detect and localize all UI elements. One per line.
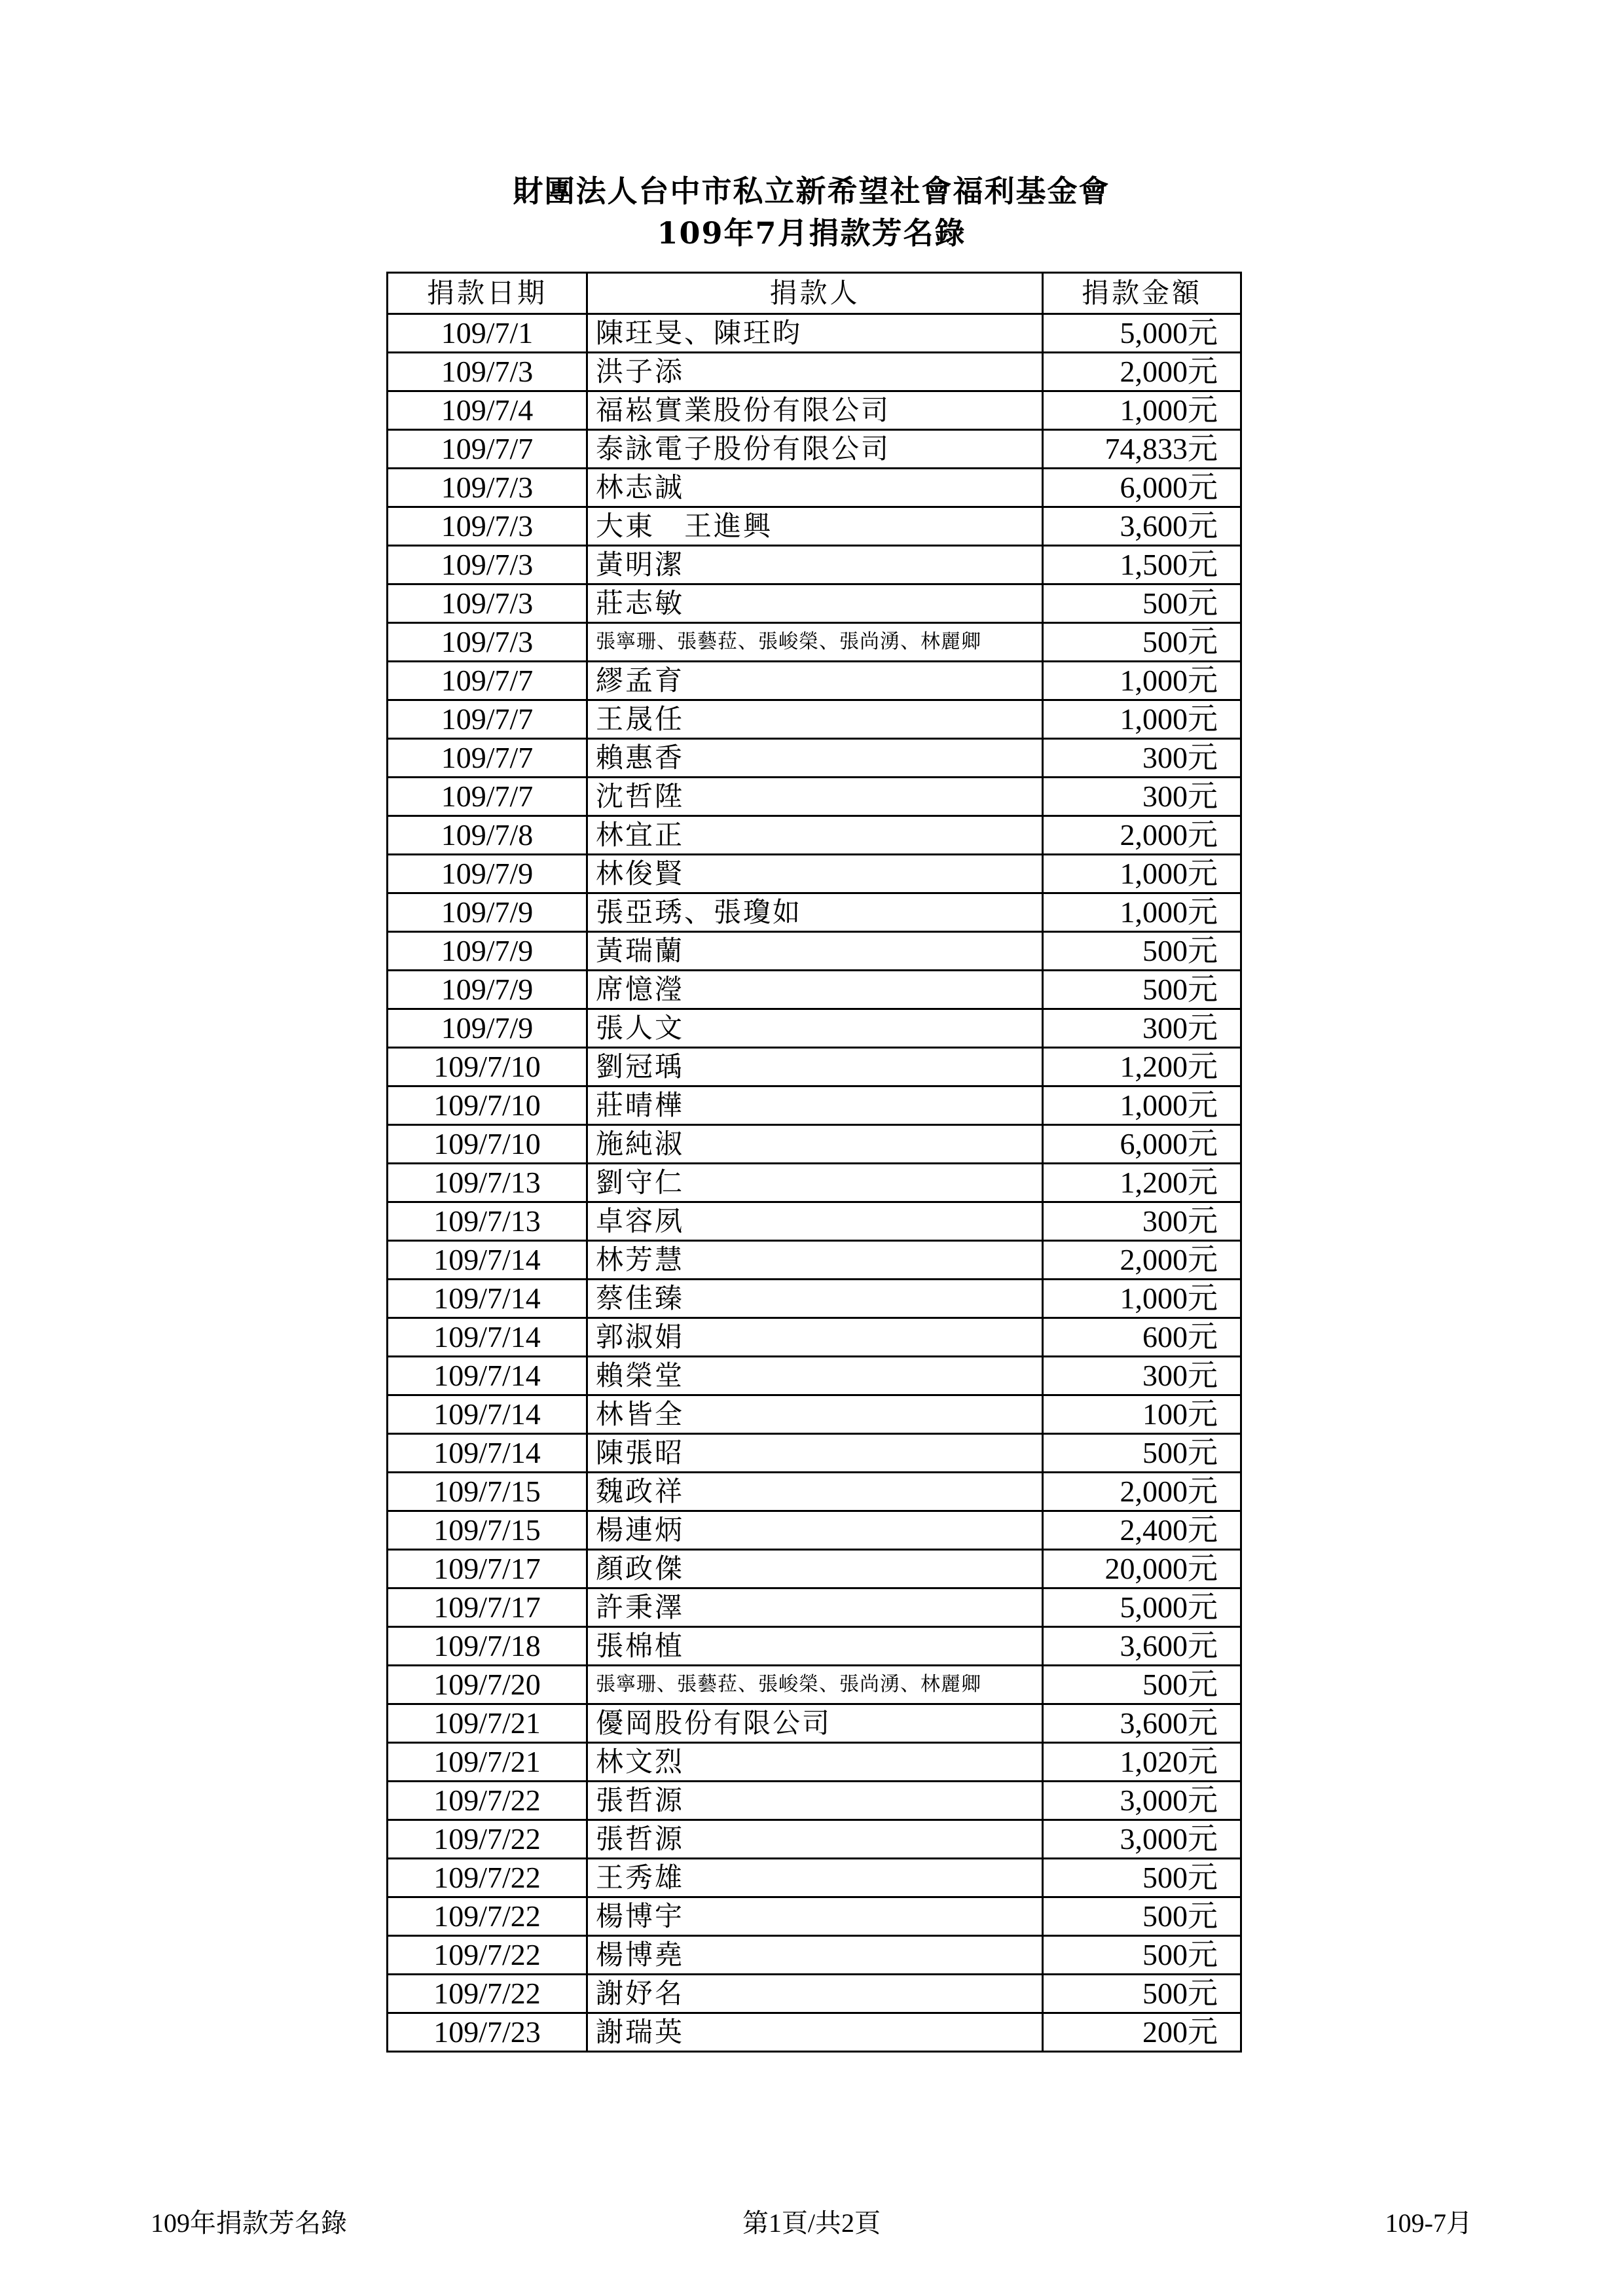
donation-amount: 1,000元 (1043, 1086, 1241, 1125)
donor-name: 林俊賢 (587, 855, 1043, 893)
donation-amount: 1,200元 (1043, 1048, 1241, 1086)
table-row (388, 1897, 1241, 1936)
donor-name: 黃明潔 (587, 546, 1043, 584)
donor-name: 陳張昭 (587, 1434, 1043, 1473)
table-row (388, 778, 1241, 816)
donor-name: 郭淑娟 (587, 1318, 1043, 1357)
donor-name: 劉冠瑀 (587, 1048, 1043, 1086)
table-row (388, 855, 1241, 893)
donation-date: 109/7/14 (388, 1357, 587, 1395)
table-row (388, 1164, 1241, 1202)
donor-name: 王晟任 (587, 700, 1043, 739)
donation-amount: 5,000元 (1043, 1588, 1241, 1627)
donation-date: 109/7/14 (388, 1280, 587, 1318)
donation-date: 109/7/23 (388, 2013, 587, 2052)
donation-amount: 6,000元 (1043, 469, 1241, 507)
table-body (388, 314, 1241, 2052)
donation-date: 109/7/14 (388, 1241, 587, 1280)
donation-date: 109/7/4 (388, 391, 587, 430)
table-row (388, 1357, 1241, 1395)
donor-name: 福崧實業股份有限公司 (587, 391, 1043, 430)
table-row (388, 1473, 1241, 1511)
table-row (388, 430, 1241, 469)
table-row (388, 546, 1241, 584)
donor-name: 洪子添 (587, 353, 1043, 391)
table-row (388, 1048, 1241, 1086)
donation-date: 109/7/22 (388, 1975, 587, 2013)
donation-date: 109/7/7 (388, 700, 587, 739)
table-row (388, 1820, 1241, 1859)
donor-name: 許秉澤 (587, 1588, 1043, 1627)
donor-name: 謝妤名 (587, 1975, 1043, 2013)
donation-date: 109/7/9 (388, 932, 587, 971)
donation-date: 109/7/15 (388, 1511, 587, 1550)
donation-date: 109/7/22 (388, 1859, 587, 1897)
donation-date: 109/7/3 (388, 546, 587, 584)
donation-date: 109/7/3 (388, 623, 587, 662)
donor-name: 王秀雄 (587, 1859, 1043, 1897)
donation-date: 109/7/21 (388, 1743, 587, 1782)
donation-date: 109/7/9 (388, 855, 587, 893)
donation-date: 109/7/20 (388, 1666, 587, 1704)
table-row (388, 1588, 1241, 1627)
donor-name: 林志誠 (587, 469, 1043, 507)
donor-name: 顏政傑 (587, 1550, 1043, 1588)
donation-amount: 300元 (1043, 778, 1241, 816)
table-row (388, 1318, 1241, 1357)
donation-amount: 74,833元 (1043, 430, 1241, 469)
table-row (388, 469, 1241, 507)
table-row (388, 507, 1241, 546)
donation-date: 109/7/13 (388, 1202, 587, 1241)
donation-date: 109/7/8 (388, 816, 587, 855)
table-row (388, 1202, 1241, 1241)
donor-name: 楊博堯 (587, 1936, 1043, 1975)
donation-date: 109/7/15 (388, 1473, 587, 1511)
donor-name: 泰詠電子股份有限公司 (587, 430, 1043, 469)
donation-date: 109/7/7 (388, 739, 587, 778)
table-row (388, 1859, 1241, 1897)
donation-date: 109/7/3 (388, 469, 587, 507)
table-row (388, 1395, 1241, 1434)
donation-amount: 500元 (1043, 932, 1241, 971)
donation-amount: 1,000元 (1043, 662, 1241, 700)
donation-amount: 1,000元 (1043, 855, 1241, 893)
donation-amount: 3,000元 (1043, 1820, 1241, 1859)
donor-name: 劉守仁 (587, 1164, 1043, 1202)
donation-amount: 2,000元 (1043, 1241, 1241, 1280)
donation-date: 109/7/9 (388, 1009, 587, 1048)
donor-name: 繆孟育 (587, 662, 1043, 700)
donation-date: 109/7/3 (388, 584, 587, 623)
donation-amount: 500元 (1043, 1859, 1241, 1897)
donation-date: 109/7/7 (388, 430, 587, 469)
donor-name: 張寧珊、張藝菈、張峻榮、張尚湧、林麗卿 (587, 623, 1043, 662)
donation-amount: 3,600元 (1043, 507, 1241, 546)
donation-amount: 20,000元 (1043, 1550, 1241, 1588)
donor-name: 林宜正 (587, 816, 1043, 855)
header-date: 捐款日期 (388, 273, 587, 314)
donation-date: 109/7/7 (388, 778, 587, 816)
donor-name: 林芳慧 (587, 1241, 1043, 1280)
table-row (388, 1936, 1241, 1975)
donation-amount: 500元 (1043, 1897, 1241, 1936)
table-row (388, 623, 1241, 662)
donation-amount: 500元 (1043, 1936, 1241, 1975)
donor-name: 席憶瀅 (587, 971, 1043, 1009)
donation-amount: 5,000元 (1043, 314, 1241, 353)
table-row (388, 1743, 1241, 1782)
donation-amount: 3,600元 (1043, 1627, 1241, 1666)
donation-amount: 1,020元 (1043, 1743, 1241, 1782)
donor-name: 莊志敏 (587, 584, 1043, 623)
donation-amount: 300元 (1043, 1202, 1241, 1241)
donation-amount: 3,600元 (1043, 1704, 1241, 1743)
donation-date: 109/7/22 (388, 1820, 587, 1859)
donation-amount: 200元 (1043, 2013, 1241, 2052)
donor-name: 賴惠香 (587, 739, 1043, 778)
donation-date: 109/7/17 (388, 1550, 587, 1588)
donation-date: 109/7/22 (388, 1782, 587, 1820)
donation-amount: 2,400元 (1043, 1511, 1241, 1550)
donor-name: 張哲源 (587, 1782, 1043, 1820)
donation-amount: 2,000元 (1043, 1473, 1241, 1511)
table-row (388, 1009, 1241, 1048)
donor-name: 楊連炳 (587, 1511, 1043, 1550)
donor-name: 蔡佳臻 (587, 1280, 1043, 1318)
donation-amount: 6,000元 (1043, 1125, 1241, 1164)
table-row (388, 1434, 1241, 1473)
donation-date: 109/7/10 (388, 1086, 587, 1125)
donation-amount: 300元 (1043, 1009, 1241, 1048)
table-row (388, 893, 1241, 932)
donation-amount: 500元 (1043, 1666, 1241, 1704)
table-row (388, 2013, 1241, 2052)
table-header-row (388, 273, 1241, 314)
donation-date: 109/7/18 (388, 1627, 587, 1666)
donation-amount: 600元 (1043, 1318, 1241, 1357)
donor-name: 張人文 (587, 1009, 1043, 1048)
donation-date: 109/7/10 (388, 1125, 587, 1164)
table-row (388, 1627, 1241, 1666)
donation-date: 109/7/3 (388, 507, 587, 546)
donor-name: 謝瑞英 (587, 2013, 1043, 2052)
header-amount: 捐款金額 (1043, 273, 1241, 314)
donor-name: 陳玨旻、陳玨昀 (587, 314, 1043, 353)
donation-amount: 300元 (1043, 1357, 1241, 1395)
donation-date: 109/7/9 (388, 971, 587, 1009)
donation-amount: 1,200元 (1043, 1164, 1241, 1202)
donor-name: 林文烈 (587, 1743, 1043, 1782)
donation-amount: 1,000元 (1043, 391, 1241, 430)
table-row (388, 1782, 1241, 1820)
donor-name: 楊博宇 (587, 1897, 1043, 1936)
donation-date: 109/7/14 (388, 1318, 587, 1357)
donation-amount: 2,000元 (1043, 816, 1241, 855)
donation-date: 109/7/21 (388, 1704, 587, 1743)
table-row (388, 700, 1241, 739)
donor-name: 莊晴樺 (587, 1086, 1043, 1125)
table-row (388, 1704, 1241, 1743)
table-row (388, 1975, 1241, 2013)
donation-amount: 1,000元 (1043, 1280, 1241, 1318)
table-row (388, 1511, 1241, 1550)
donation-date: 109/7/9 (388, 893, 587, 932)
donation-date: 109/7/22 (388, 1897, 587, 1936)
donation-date: 109/7/14 (388, 1434, 587, 1473)
donation-amount: 500元 (1043, 1434, 1241, 1473)
donation-amount: 1,000元 (1043, 893, 1241, 932)
donor-name: 大東 王進興 (587, 507, 1043, 546)
donor-name: 黃瑞蘭 (587, 932, 1043, 971)
donor-name: 賴榮堂 (587, 1357, 1043, 1395)
table-row (388, 1241, 1241, 1280)
document-subtitle: 109年7月捐款芳名錄 (657, 215, 966, 251)
footer-period: 109-7月 (1385, 2208, 1472, 2238)
document-title: 財團法人台中市私立新希望社會福利基金會 (513, 173, 1110, 209)
donation-amount: 500元 (1043, 584, 1241, 623)
donation-amount: 1,500元 (1043, 546, 1241, 584)
donation-amount: 300元 (1043, 739, 1241, 778)
table-row (388, 971, 1241, 1009)
table-row (388, 816, 1241, 855)
donation-amount: 2,000元 (1043, 353, 1241, 391)
donation-date: 109/7/7 (388, 662, 587, 700)
table-row (388, 662, 1241, 700)
donor-name: 卓容夙 (587, 1202, 1043, 1241)
donor-name: 張寧珊、張藝菈、張峻榮、張尚湧、林麗卿 (587, 1666, 1043, 1704)
donation-date: 109/7/22 (388, 1936, 587, 1975)
table-row (388, 739, 1241, 778)
header-donor: 捐款人 (587, 273, 1043, 314)
donor-name: 張哲源 (587, 1820, 1043, 1859)
table-row (388, 314, 1241, 353)
donation-amount: 100元 (1043, 1395, 1241, 1434)
donor-name: 張亞琇、張瓊如 (587, 893, 1043, 932)
table-row (388, 932, 1241, 971)
table-row (388, 1280, 1241, 1318)
donation-date: 109/7/3 (388, 353, 587, 391)
donor-name: 優岡股份有限公司 (587, 1704, 1043, 1743)
donation-date: 109/7/14 (388, 1395, 587, 1434)
table-row (388, 1550, 1241, 1588)
donation-date: 109/7/1 (388, 314, 587, 353)
footer-document-name: 109年捐款芳名錄 (151, 2208, 347, 2238)
donation-amount: 3,000元 (1043, 1782, 1241, 1820)
donation-amount: 1,000元 (1043, 700, 1241, 739)
donation-amount: 500元 (1043, 623, 1241, 662)
donation-date: 109/7/10 (388, 1048, 587, 1086)
donation-table (386, 272, 1242, 2053)
donation-date: 109/7/17 (388, 1588, 587, 1627)
donor-name: 林皆全 (587, 1395, 1043, 1434)
donor-name: 張棉植 (587, 1627, 1043, 1666)
table-row (388, 584, 1241, 623)
donor-name: 施純淑 (587, 1125, 1043, 1164)
donor-name: 魏政祥 (587, 1473, 1043, 1511)
donation-amount: 500元 (1043, 971, 1241, 1009)
donation-date: 109/7/13 (388, 1164, 587, 1202)
donation-amount: 500元 (1043, 1975, 1241, 2013)
table-row (388, 1086, 1241, 1125)
table-row (388, 1125, 1241, 1164)
table-row (388, 1666, 1241, 1704)
footer-page-number: 第1頁/共2頁 (742, 2208, 881, 2238)
table-row (388, 353, 1241, 391)
table-row (388, 391, 1241, 430)
donor-name: 沈哲陞 (587, 778, 1043, 816)
